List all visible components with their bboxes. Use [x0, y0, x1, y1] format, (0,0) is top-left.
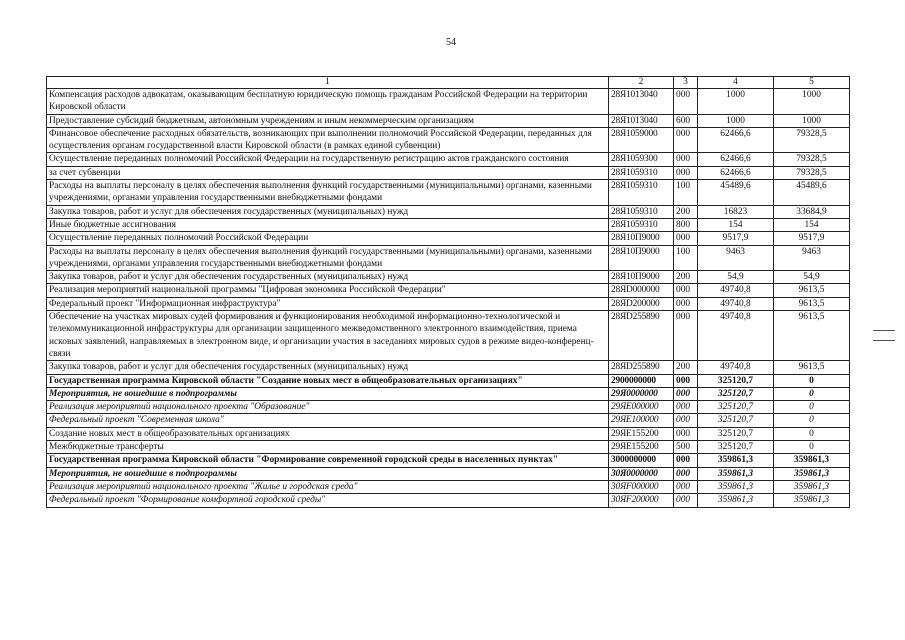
row-code: 30Я0000000: [609, 467, 674, 480]
row-value-2: 0: [774, 414, 850, 427]
row-name: Закупка товаров, работ и услуг для обеспечения государственных (муниципальных) нужд: [47, 205, 609, 218]
row-name: Закупка товаров, работ и услуг для обеспечения государственных (муниципальных) нужд: [47, 271, 609, 284]
row-type: 800: [674, 218, 698, 231]
row-code: 28Я10П9000: [609, 245, 674, 271]
row-value-2: 359861,3: [774, 467, 850, 480]
header-row: [47, 77, 850, 89]
row-code: 29ЯЕ155200: [609, 427, 674, 440]
row-value-2: 0: [774, 387, 850, 400]
header-cell-3: 3: [674, 77, 698, 89]
row-value-1: 62466,6: [698, 153, 774, 166]
header-cell-5: 5: [774, 77, 850, 89]
table-row: [47, 284, 850, 297]
table-row: [47, 245, 850, 271]
row-name: Мероприятия, не вошедшие в подпрограммы: [47, 387, 609, 400]
table-row: [47, 361, 850, 374]
row-code: 2900000000: [609, 374, 674, 387]
row-type: 500: [674, 441, 698, 454]
row-name: Федеральный проект "Формирование комфортной городской среды": [47, 494, 609, 507]
row-name: за счет субвенции: [47, 166, 609, 179]
row-type: 000: [674, 494, 698, 507]
row-value-1: 325120,7: [698, 427, 774, 440]
row-type: 200: [674, 271, 698, 284]
table-row: [47, 467, 850, 480]
row-type: 000: [674, 414, 698, 427]
table-row: [47, 166, 850, 179]
row-code: 28Я1059310: [609, 180, 674, 206]
row-code: 28Я1059300: [609, 153, 674, 166]
row-value-2: 1000: [774, 89, 850, 115]
row-value-2: 359861,3: [774, 454, 850, 467]
table-row: [47, 311, 850, 361]
row-code: 29ЯЕ155200: [609, 441, 674, 454]
row-type: 000: [674, 166, 698, 179]
table-row: [47, 180, 850, 206]
row-code: 28ЯD255890: [609, 361, 674, 374]
row-value-1: 359861,3: [698, 467, 774, 480]
table-body: [47, 89, 850, 508]
row-type: 000: [674, 401, 698, 414]
margin-mark: [873, 330, 895, 331]
table-row: [47, 114, 850, 127]
table-row: [47, 271, 850, 284]
row-value-2: 9613,5: [774, 297, 850, 310]
row-name: Предоставление субсидий бюджетным, автономным учреждениям и иным некоммерческим организациям: [47, 114, 609, 127]
row-value-2: 9613,5: [774, 311, 850, 361]
row-name: Создание новых мест в общеобразовательных организациях: [47, 427, 609, 440]
row-name: Осуществление переданных полномочий Российской Федерации: [47, 232, 609, 245]
table-row: [47, 441, 850, 454]
row-value-2: 9613,5: [774, 284, 850, 297]
table-row: [47, 427, 850, 440]
row-value-2: 0: [774, 441, 850, 454]
row-code: 28ЯD255890: [609, 311, 674, 361]
row-name: Расходы на выплаты персоналу в целях обеспечения выполнения функций государственными (муниципальными) органами, казенными учреждениями, органами управления государственными внебюджетными фондами: [47, 180, 609, 206]
row-value-1: 1000: [698, 89, 774, 115]
row-type: 000: [674, 480, 698, 493]
row-name: Федеральный проект "Современная школа": [47, 414, 609, 427]
row-code: 3000000000: [609, 454, 674, 467]
row-value-2: 0: [774, 427, 850, 440]
row-type: 000: [674, 454, 698, 467]
row-type: 000: [674, 232, 698, 245]
row-value-1: 49740,8: [698, 297, 774, 310]
row-name: Межбюджетные трансферты: [47, 441, 609, 454]
row-name: Реализация мероприятий национальной программы "Цифровая экономика Российской Федерации": [47, 284, 609, 297]
row-type: 000: [674, 387, 698, 400]
row-code: 29ЯЕ000000: [609, 401, 674, 414]
row-name: Реализация мероприятий национального проекта "Жилье и городская среда": [47, 480, 609, 493]
row-value-2: 9613,5: [774, 361, 850, 374]
row-code: 29ЯЕ100000: [609, 414, 674, 427]
row-value-2: 79328,5: [774, 153, 850, 166]
row-value-1: 9517,9: [698, 232, 774, 245]
row-value-2: 0: [774, 401, 850, 414]
row-value-2: 9463: [774, 245, 850, 271]
row-value-2: 54,9: [774, 271, 850, 284]
table-row: [47, 89, 850, 115]
row-value-1: 9463: [698, 245, 774, 271]
table-row: [47, 232, 850, 245]
row-type: 200: [674, 361, 698, 374]
row-code: 28Я10П9000: [609, 232, 674, 245]
row-value-1: 325120,7: [698, 441, 774, 454]
row-value-1: 62466,6: [698, 127, 774, 153]
row-code: 28Я1013040: [609, 114, 674, 127]
row-value-1: 16823: [698, 205, 774, 218]
row-type: 000: [674, 467, 698, 480]
budget-table: [46, 76, 850, 508]
row-name: Осуществление переданных полномочий Российской Федерации на государственную регистрацию актов гражданского состояния: [47, 153, 609, 166]
row-type: 000: [674, 311, 698, 361]
table-row: [47, 205, 850, 218]
row-name: Реализация мероприятий национального проекта "Образование": [47, 401, 609, 414]
row-code: 28Я1059310: [609, 166, 674, 179]
table-row: [47, 153, 850, 166]
row-value-2: 45489,6: [774, 180, 850, 206]
row-type: 600: [674, 114, 698, 127]
row-value-2: 154: [774, 218, 850, 231]
table-row: [47, 401, 850, 414]
row-name: Закупка товаров, работ и услуг для обеспечения государственных (муниципальных) нужд: [47, 361, 609, 374]
row-name: Мероприятия, не вошедшие в подпрограммы: [47, 467, 609, 480]
row-name: Государственная программа Кировской области "Формирование современной городской среды в населенных пунктах": [47, 454, 609, 467]
table-row: [47, 127, 850, 153]
table-row: [47, 387, 850, 400]
header-cell-2: 2: [609, 77, 674, 89]
table-row: [47, 494, 850, 507]
row-name: Финансовое обеспечение расходных обязательств, возникающих при выполнении полномочий Российской Федерации, переданных для осуществления органам государственной власти Кировской области (в рамках единой субвенции): [47, 127, 609, 153]
row-name: Федеральный проект "Информационная инфраструктура": [47, 297, 609, 310]
row-value-2: 9517,9: [774, 232, 850, 245]
row-value-1: 49740,8: [698, 311, 774, 361]
row-value-1: 54,9: [698, 271, 774, 284]
row-code: 30ЯF000000: [609, 480, 674, 493]
row-code: 28Я1059310: [609, 205, 674, 218]
row-code: 28ЯD000000: [609, 284, 674, 297]
row-type: 100: [674, 180, 698, 206]
row-code: 30ЯF200000: [609, 494, 674, 507]
header-cell-4: 4: [698, 77, 774, 89]
row-value-1: 154: [698, 218, 774, 231]
row-value-1: 49740,8: [698, 284, 774, 297]
row-type: 200: [674, 205, 698, 218]
row-value-2: 79328,5: [774, 166, 850, 179]
row-value-2: 359861,3: [774, 480, 850, 493]
row-type: 000: [674, 89, 698, 115]
table-row: [47, 297, 850, 310]
row-code: 29Я0000000: [609, 387, 674, 400]
row-value-1: 62466,6: [698, 166, 774, 179]
row-code: 28Я1013040: [609, 89, 674, 115]
row-name: Компенсация расходов адвокатам, оказывающим бесплатную юридическую помощь гражданам Российской Федерации на территории Кировской области: [47, 89, 609, 115]
row-code: 28Я1059310: [609, 218, 674, 231]
row-value-1: 359861,3: [698, 494, 774, 507]
row-value-2: 0: [774, 374, 850, 387]
page-number: 54: [446, 37, 456, 48]
row-value-2: 1000: [774, 114, 850, 127]
row-code: 28Я10П9000: [609, 271, 674, 284]
row-type: 100: [674, 245, 698, 271]
row-value-1: 325120,7: [698, 414, 774, 427]
row-value-1: 325120,7: [698, 387, 774, 400]
row-value-1: 359861,3: [698, 480, 774, 493]
row-value-2: 359861,3: [774, 494, 850, 507]
row-value-2: 79328,5: [774, 127, 850, 153]
table-row: [47, 218, 850, 231]
table-row: [47, 480, 850, 493]
row-name: Иные бюджетные ассигнования: [47, 218, 609, 231]
table-row: [47, 414, 850, 427]
row-code: 28Я1059000: [609, 127, 674, 153]
row-type: 000: [674, 284, 698, 297]
row-value-2: 33684,9: [774, 205, 850, 218]
table-row: [47, 374, 850, 387]
row-name: Обеспечение на участках мировых судей формирования и функционирования необходимой информационно-технологической и телекоммуникационной инфраструктуры для организации защищенного межведомственного электронного взаимодействия, приема исковых заявлений, направляемых в электронном виде, и организации участия в заседаниях мировых судов в режиме видео-конференц-связи: [47, 311, 609, 361]
row-value-1: 325120,7: [698, 374, 774, 387]
row-value-1: 49740,8: [698, 361, 774, 374]
header-cell-1: 1: [47, 77, 609, 89]
row-code: 28ЯD200000: [609, 297, 674, 310]
row-type: 000: [674, 153, 698, 166]
row-value-1: 1000: [698, 114, 774, 127]
row-name: Государственная программа Кировской области "Создание новых мест в общеобразовательных организациях": [47, 374, 609, 387]
table-row: [47, 454, 850, 467]
row-type: 000: [674, 427, 698, 440]
row-value-1: 359861,3: [698, 454, 774, 467]
row-type: 000: [674, 297, 698, 310]
row-value-1: 45489,6: [698, 180, 774, 206]
row-value-1: 325120,7: [698, 401, 774, 414]
margin-mark: [873, 340, 895, 341]
row-name: Расходы на выплаты персоналу в целях обеспечения выполнения функций государственными (муниципальными) органами, казенными учреждениями, органами управления государственными внебюджетными фондами: [47, 245, 609, 271]
row-type: 000: [674, 374, 698, 387]
row-type: 000: [674, 127, 698, 153]
